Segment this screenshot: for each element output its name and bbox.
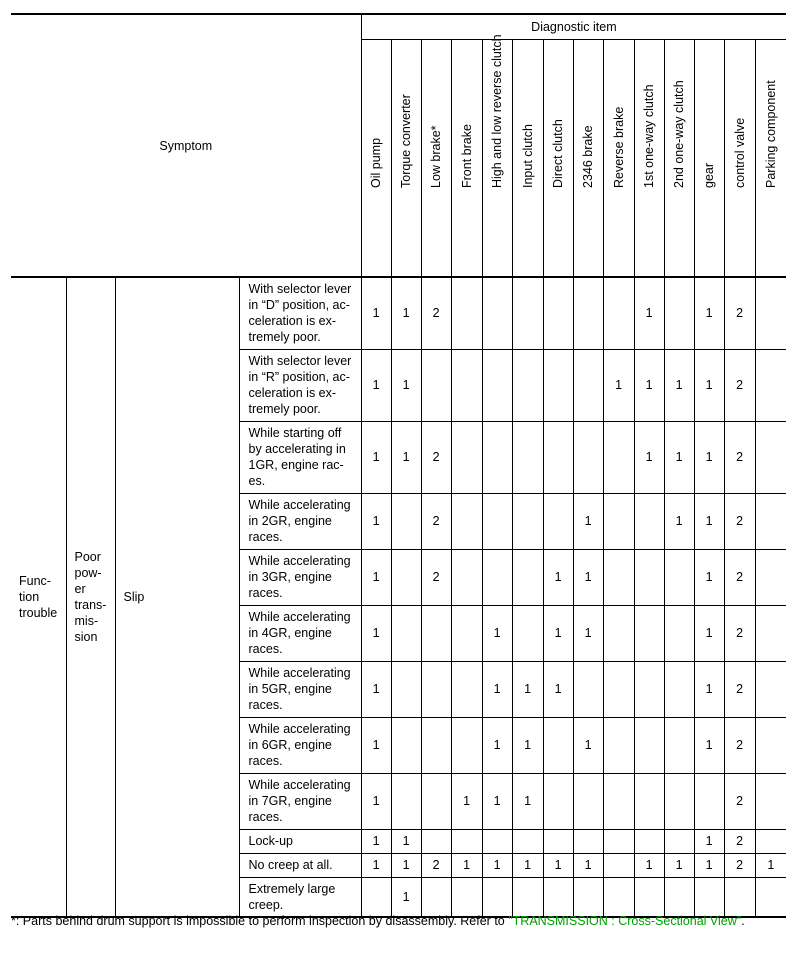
priority-cell: 1 [391,421,421,493]
priority-cell: 1 [573,853,603,877]
priority-cell [603,421,634,493]
priority-cell: 1 [694,605,724,661]
priority-cell: 1 [361,493,391,549]
column-header [512,40,543,278]
priority-cell: 1 [573,493,603,549]
priority-cell: 1 [543,549,573,605]
priority-cell [634,549,664,605]
priority-cell [664,549,694,605]
column-label: Parking component [763,80,778,188]
priority-cell: 2 [421,421,451,493]
priority-cell: 2 [724,549,755,605]
symptom-condition: Lock-up [239,829,361,853]
priority-cell [512,549,543,605]
priority-cell: 1 [694,549,724,605]
category-slip: Slip [115,277,239,917]
column-label: 2346 brake [581,125,596,188]
priority-cell [664,829,694,853]
priority-cell: 1 [482,605,512,661]
priority-cell [451,877,482,917]
priority-cell: 1 [361,773,391,829]
priority-cell: 1 [664,853,694,877]
priority-cell: 1 [482,853,512,877]
priority-cell [664,661,694,717]
column-header [451,40,482,278]
priority-cell [391,661,421,717]
priority-cell [694,773,724,829]
table-body [11,277,786,917]
priority-cell [664,277,694,349]
priority-cell: 1 [482,773,512,829]
priority-cell [603,877,634,917]
priority-cell: 1 [543,605,573,661]
priority-cell: 1 [482,661,512,717]
symptom-condition: With selector lever in “R” position, ac- celeration is ex- tremely poor. [239,349,361,421]
priority-cell [694,877,724,917]
priority-cell: 1 [391,829,421,853]
priority-cell: 1 [694,349,724,421]
priority-cell: 2 [724,853,755,877]
priority-cell: 1 [451,773,482,829]
priority-cell [664,605,694,661]
symptom-condition: While accelerating in 7GR, engine races. [239,773,361,829]
priority-cell [361,877,391,917]
column-label: Torque converter [399,94,414,188]
priority-cell: 2 [724,773,755,829]
priority-cell: 1 [512,773,543,829]
priority-cell: 2 [724,421,755,493]
priority-cell: 1 [391,277,421,349]
priority-cell: 1 [694,661,724,717]
priority-cell [755,549,786,605]
priority-cell: 1 [543,853,573,877]
column-label: Low brake* [429,125,444,188]
diagnostic-table [11,13,786,918]
priority-cell [543,421,573,493]
priority-cell: 1 [694,277,724,349]
priority-cell [573,829,603,853]
column-header [664,40,694,278]
column-header [391,40,421,278]
column-header [603,40,634,278]
priority-cell [543,877,573,917]
priority-cell: 1 [694,421,724,493]
priority-cell [482,421,512,493]
column-label: 1st one-way clutch [642,84,657,188]
priority-cell [724,877,755,917]
priority-cell: 1 [361,277,391,349]
priority-cell: 1 [391,877,421,917]
priority-cell [664,717,694,773]
priority-cell [755,877,786,917]
priority-cell [482,549,512,605]
column-header [755,40,786,278]
priority-cell [573,349,603,421]
priority-cell: 1 [694,493,724,549]
priority-cell [482,829,512,853]
priority-cell [512,605,543,661]
column-header [694,40,724,278]
priority-cell: 2 [421,277,451,349]
column-header [543,40,573,278]
symptom-condition: While accelerating in 4GR, engine races. [239,605,361,661]
symptom-condition: While accelerating in 6GR, engine races. [239,717,361,773]
priority-cell: 1 [664,421,694,493]
priority-cell: 2 [724,717,755,773]
priority-cell [543,349,573,421]
column-header [634,40,664,278]
priority-cell [512,493,543,549]
symptom-condition: Extremely large creep. [239,877,361,917]
priority-cell: 1 [573,605,603,661]
priority-cell [755,661,786,717]
column-header [421,40,451,278]
priority-cell [391,773,421,829]
priority-cell [634,493,664,549]
priority-cell [451,829,482,853]
priority-cell: 2 [421,549,451,605]
category-function-trouble: Func- tion trouble [11,277,66,917]
footnote-text: *: Parts behind drum support is impossible to perform inspection by disassembly. Refer to [11,914,509,928]
priority-cell [512,421,543,493]
priority-cell [755,717,786,773]
priority-cell [451,605,482,661]
symptom-header: Symptom [11,14,361,277]
priority-cell: 1 [634,277,664,349]
priority-cell [573,277,603,349]
column-label: Oil pump [369,137,384,188]
priority-cell [573,421,603,493]
priority-cell: 1 [361,349,391,421]
column-label: High and low reverse clutch [490,34,505,188]
priority-cell [482,877,512,917]
priority-cell: 1 [573,549,603,605]
priority-cell [755,277,786,349]
priority-cell [451,349,482,421]
priority-cell: 1 [451,853,482,877]
priority-cell: 2 [724,493,755,549]
priority-cell: 1 [543,661,573,717]
column-label: gear [702,162,717,188]
priority-cell [755,349,786,421]
priority-cell [755,421,786,493]
priority-cell: 2 [724,605,755,661]
table-row [11,277,786,349]
symptom-condition: While accelerating in 2GR, engine races. [239,493,361,549]
priority-cell [543,277,573,349]
priority-cell: 2 [724,829,755,853]
priority-cell [512,877,543,917]
column-header [724,40,755,278]
priority-cell [603,549,634,605]
priority-cell [543,493,573,549]
footnote [11,914,745,928]
priority-cell: 1 [603,349,634,421]
priority-cell [634,717,664,773]
priority-cell [634,773,664,829]
priority-cell: 2 [421,853,451,877]
priority-cell: 1 [755,853,786,877]
priority-cell: 1 [361,661,391,717]
priority-cell [482,493,512,549]
priority-cell: 1 [361,605,391,661]
diagnostic-item-header: Diagnostic item [361,14,786,40]
priority-cell: 1 [391,349,421,421]
column-header [482,34,512,278]
priority-cell: 1 [634,349,664,421]
priority-cell: 2 [724,661,755,717]
priority-cell [755,773,786,829]
priority-cell [634,605,664,661]
priority-cell: 1 [361,549,391,605]
priority-cell [391,549,421,605]
priority-cell: 1 [634,853,664,877]
column-label: 2nd one-way clutch [672,80,687,188]
priority-cell [664,877,694,917]
priority-cell [603,717,634,773]
priority-cell: 1 [694,853,724,877]
priority-cell: 2 [724,349,755,421]
priority-cell: 2 [421,493,451,549]
column-label: Direct clutch [551,119,566,188]
priority-cell [421,349,451,421]
cross-section-link[interactable]: "TRANSMISSION : Cross-Sectional View" [508,914,742,928]
priority-cell [603,829,634,853]
priority-cell [543,773,573,829]
priority-cell [421,773,451,829]
symptom-condition: While starting off by accelerating in 1GR, engine rac- es. [239,421,361,493]
priority-cell [603,773,634,829]
priority-cell [603,605,634,661]
priority-cell: 1 [694,829,724,853]
priority-cell [634,829,664,853]
priority-cell [391,717,421,773]
priority-cell: 1 [482,717,512,773]
column-label: control valve [732,117,747,188]
priority-cell [664,773,694,829]
priority-cell [573,877,603,917]
priority-cell [573,661,603,717]
priority-cell [755,605,786,661]
priority-cell [755,829,786,853]
column-header [573,40,603,278]
priority-cell [391,493,421,549]
priority-cell [634,877,664,917]
priority-cell [573,773,603,829]
priority-cell [451,661,482,717]
category-poor-power-transmission: Poor pow- er trans- mis- sion [66,277,115,917]
priority-cell [482,349,512,421]
column-label: Reverse brake [611,106,626,188]
priority-cell: 1 [391,853,421,877]
priority-cell: 1 [634,421,664,493]
priority-cell: 1 [512,661,543,717]
priority-cell [603,661,634,717]
priority-cell: 1 [664,493,694,549]
priority-cell [421,605,451,661]
priority-cell [512,829,543,853]
priority-cell [603,277,634,349]
priority-cell [451,717,482,773]
priority-cell [603,853,634,877]
priority-cell [543,829,573,853]
symptom-condition: No creep at all. [239,853,361,877]
symptom-condition: With selector lever in “D” position, ac- celeration is ex- tremely poor. [239,277,361,349]
priority-cell [391,605,421,661]
priority-cell: 1 [361,717,391,773]
priority-cell [512,349,543,421]
priority-cell: 1 [512,717,543,773]
priority-cell: 2 [724,277,755,349]
column-header [361,40,391,278]
priority-cell: 1 [573,717,603,773]
priority-cell [543,717,573,773]
priority-cell [482,277,512,349]
priority-cell: 1 [361,853,391,877]
priority-cell: 1 [664,349,694,421]
priority-cell [421,661,451,717]
priority-cell [451,421,482,493]
priority-cell [421,829,451,853]
priority-cell: 1 [694,717,724,773]
priority-cell [451,277,482,349]
column-label: Input clutch [520,124,535,188]
priority-cell [421,717,451,773]
priority-cell [421,877,451,917]
priority-cell [512,277,543,349]
priority-cell [451,493,482,549]
priority-cell [755,493,786,549]
symptom-condition: While accelerating in 5GR, engine races. [239,661,361,717]
priority-cell [451,549,482,605]
priority-cell: 1 [512,853,543,877]
symptom-condition: While accelerating in 3GR, engine races. [239,549,361,605]
priority-cell [603,493,634,549]
priority-cell: 1 [361,421,391,493]
priority-cell [634,661,664,717]
column-label: Front brake [459,124,474,188]
priority-cell: 1 [361,829,391,853]
footnote-end: . [741,914,745,928]
